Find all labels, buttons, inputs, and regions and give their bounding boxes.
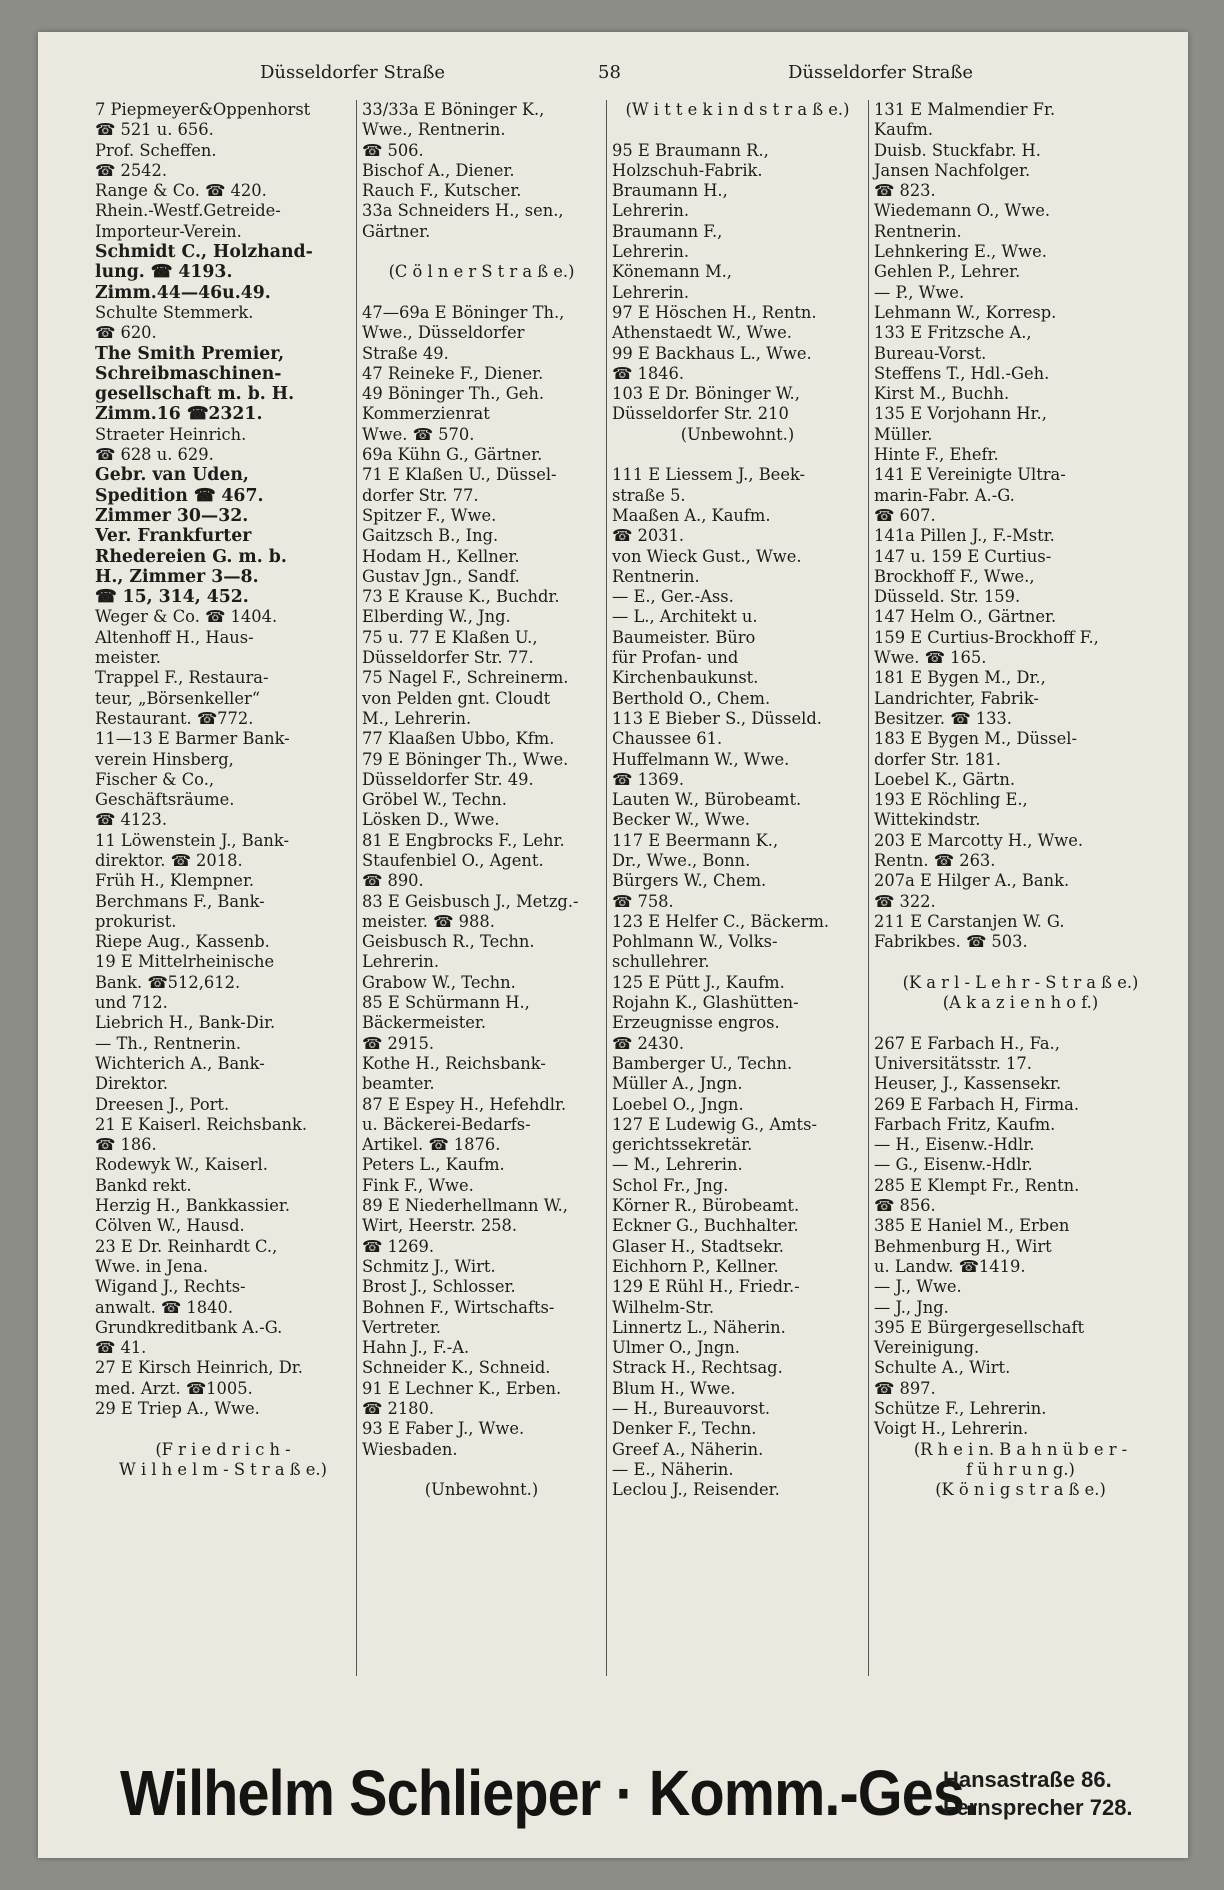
directory-entry-line: Bankd rekt.	[95, 1175, 192, 1195]
directory-entry-line: Linnertz L., Näherin.	[612, 1317, 786, 1337]
directory-entry-line: ☎ 186.	[95, 1135, 157, 1155]
directory-entry-line: ☎ 15, 314, 452.	[95, 587, 249, 608]
header-street-left: Düsseldorfer Straße	[260, 62, 446, 83]
directory-entry-line: 77 Klaaßen Ubbo, Kfm.	[362, 729, 555, 749]
directory-entry-line: 89 E Niederhellmann W.,	[362, 1196, 568, 1216]
directory-entry-line	[612, 120, 863, 140]
directory-entry-line: u. Bäckerei-Bedarfs-	[362, 1114, 531, 1134]
directory-entry-line: 135 E Vorjohann Hr.,	[874, 404, 1047, 424]
directory-entry-line: Farbach Fritz, Kaufm.	[874, 1114, 1056, 1134]
directory-entry-line: Trappel F., Restaura-	[95, 668, 269, 688]
directory-entry-line: Gröbel W., Techn.	[362, 790, 507, 810]
directory-entry-line: 27 E Kirsch Heinrich, Dr.	[95, 1358, 303, 1378]
directory-entry-line: ☎ 2915.	[362, 1033, 435, 1053]
directory-entry-line: Fabrikbes. ☎ 503.	[874, 932, 1028, 952]
directory-entry-line: Erzeugnisse engros.	[612, 1013, 780, 1033]
directory-entry-line: Braumann F.,	[612, 221, 723, 241]
directory-entry-line: Lauten W., Bürobeamt.	[612, 790, 802, 810]
advertiser-address	[943, 1766, 1133, 1822]
directory-entry-line: straße 5.	[612, 485, 686, 505]
directory-entry-line: Rhein.-Westf.Getreide-	[95, 201, 281, 221]
directory-entry-line: Heuser, J., Kassensekr.	[874, 1074, 1062, 1094]
directory-entry-line: 73 E Krause K., Buchdr.	[362, 587, 560, 607]
directory-entry-line: H., Zimmer 3—8.	[95, 566, 259, 587]
directory-entry-line: Könemann M.,	[612, 262, 732, 282]
directory-entry-line: Düsseldorfer Str. 49.	[362, 769, 534, 789]
directory-entry-line	[362, 1460, 601, 1480]
directory-entry-line: Ver. Frankfurter	[95, 526, 252, 547]
directory-entry-line: ☎ 1269.	[362, 1236, 435, 1256]
directory-entry-line: 33/33a E Böninger K.,	[362, 100, 545, 119]
directory-entry-line: Landrichter, Fabrik-	[874, 688, 1039, 708]
directory-entry-line: 207a E Hilger A., Bank.	[874, 871, 1070, 891]
directory-entry-line: Blum H., Wwe.	[612, 1378, 736, 1398]
directory-entry-line: ☎ 897.	[874, 1378, 936, 1398]
directory-entry-line: — E., Näherin.	[612, 1459, 734, 1479]
directory-entry-line: Früh H., Klempner.	[95, 871, 255, 891]
directory-entry-line: 125 E Pütt J., Kaufm.	[612, 972, 785, 992]
directory-entry-line: Herzig H., Bankkassier.	[95, 1196, 291, 1216]
directory-entry-line: Huffelmann W., Wwe.	[612, 749, 790, 769]
directory-entry-line: Schulte A., Wirt.	[874, 1358, 1011, 1378]
directory-entry-line: Kirst M., Buchh.	[874, 384, 1010, 404]
directory-entry-line: ☎ 620.	[95, 323, 157, 343]
directory-entry-line: für Profan- und	[612, 648, 739, 668]
directory-entry-line: 103 E Dr. Böninger W.,	[612, 384, 800, 404]
directory-entry-line: von Wieck Gust., Wwe.	[612, 546, 802, 566]
directory-entry-line: Lösken D., Wwe.	[362, 810, 500, 830]
directory-entry-line: 93 E Faber J., Wwe.	[362, 1419, 525, 1439]
directory-entry-line: 21 E Kaiserl. Reichsbank.	[95, 1114, 308, 1134]
directory-entry-line: Importeur-Verein.	[95, 221, 242, 241]
directory-entry-line: Brockhoff F., Wwe.,	[874, 566, 1035, 586]
directory-entry-line: Wichterich A., Bank-	[95, 1053, 265, 1073]
directory-entry-line: Bischof A., Diener.	[362, 160, 515, 180]
directory-entry-line: Greef A., Näherin.	[612, 1439, 764, 1459]
directory-entry-line: Prof. Scheffen.	[95, 140, 217, 160]
directory-entry-line: Loebel K., Gärtn.	[874, 769, 1016, 789]
directory-entry-line: Berthold O., Chem.	[612, 688, 771, 708]
directory-entry-line: 111 E Liessem J., Beek-	[612, 465, 806, 485]
directory-entry-line: Spedition ☎ 467.	[95, 485, 264, 506]
directory-entry-line: Holzschuh-Fabrik.	[612, 160, 763, 180]
directory-entry-line: lung. ☎ 4193.	[95, 262, 233, 283]
directory-entry-line: Staufenbiel O., Agent.	[362, 850, 544, 870]
directory-entry-line: Strack H., Rechtsag.	[612, 1358, 783, 1378]
directory-entry-line: Steffens T., Hdl.-Geh.	[874, 363, 1050, 383]
directory-entry-line: The Smith Premier,	[95, 343, 285, 364]
directory-entry-line: ☎ 506.	[362, 140, 424, 160]
directory-entry-line: Hodam H., Kellner.	[362, 546, 520, 566]
directory-entry-line: 11 Löwenstein J., Bank-	[95, 830, 289, 850]
street-heading: f ü h r u n g.)	[966, 1459, 1075, 1479]
directory-entry-line: u. Landw. ☎1419.	[874, 1256, 1026, 1276]
directory-entry-line: Lehmann W., Korresp.	[874, 302, 1057, 322]
directory-entry-line: Kirchenbaukunst.	[612, 668, 759, 688]
directory-entry-line: Schulte Stemmerk.	[95, 302, 254, 322]
directory-entry-line: ☎ 4123.	[95, 810, 168, 830]
directory-entry-line: Düsseldorfer Str. 210	[612, 404, 789, 424]
directory-column-2	[356, 100, 606, 1676]
directory-entry-line: 95 E Braumann R.,	[612, 140, 769, 160]
directory-entry-line: Zimm.16 ☎2321.	[95, 404, 263, 425]
directory-entry-line: Hahn J., F.-A.	[362, 1338, 470, 1358]
directory-entry-line: Grundkreditbank A.-G.	[95, 1317, 283, 1337]
directory-entry-line: 71 E Klaßen U., Düssel-	[362, 465, 557, 485]
directory-entry-line: — L., Architekt u.	[612, 607, 758, 627]
directory-entry-line: Grabow W., Techn.	[362, 972, 516, 992]
directory-entry-line: Duisb. Stuckfabr. H.	[874, 140, 1041, 160]
directory-entry-line: Schütze F., Lehrerin.	[874, 1399, 1047, 1418]
directory-entry-line: Zimm.44—46u.49.	[95, 282, 271, 303]
directory-entry-line: 97 E Höschen H., Rentn.	[612, 302, 817, 322]
directory-entry-line: 385 E Haniel M., Erben	[874, 1216, 1070, 1236]
directory-entry-line: ☎ 628 u. 629.	[95, 445, 214, 465]
directory-page	[38, 32, 1188, 1858]
street-heading: (A k a z i e n h o f.)	[942, 993, 1099, 1013]
directory-entry-line: 75 u. 77 E Klaßen U.,	[362, 627, 538, 647]
directory-entry-line	[362, 283, 601, 303]
directory-entry-line: 47—69a E Böninger Th.,	[362, 302, 565, 322]
directory-entry-line: 85 E Schürmann H.,	[362, 993, 530, 1013]
street-heading: (K a r l - L e h r - S t r a ß e.)	[902, 972, 1139, 992]
directory-entry-line: 75 Nagel F., Schreinerm.	[362, 668, 569, 688]
directory-entry-line: Wwe., Rentnerin.	[362, 120, 506, 140]
directory-entry-line: 33a Schneiders H., sen.,	[362, 201, 564, 221]
directory-entry-line: Wwe. in Jena.	[95, 1256, 209, 1276]
directory-entry-line: — J., Jng.	[874, 1297, 949, 1317]
directory-entry-line: 7 Piepmeyer&Oppenhorst	[95, 100, 311, 119]
directory-entry-line: Rodewyk W., Kaiserl.	[95, 1155, 268, 1175]
street-heading: (F r i e d r i c h -	[155, 1439, 291, 1459]
directory-entry-line: Loebel O., Jngn.	[612, 1094, 744, 1114]
directory-entry-line: Hinte F., Ehefr.	[874, 445, 999, 465]
directory-entry-line: 29 E Triep A., Wwe.	[95, 1399, 260, 1418]
directory-entry-line: Chaussee 61.	[612, 729, 723, 749]
directory-entry-line: ☎ 1369.	[612, 769, 685, 789]
directory-entry-line: 285 E Klempt Fr., Rentn.	[874, 1175, 1080, 1195]
street-heading: (R h e i n. B a h n ü b e r -	[913, 1439, 1128, 1459]
directory-columns	[90, 100, 1172, 1676]
directory-entry-line: von Pelden gnt. Cloudt	[362, 688, 551, 708]
directory-entry-line: Lehrerin.	[612, 201, 690, 221]
directory-entry-line: M., Lehrerin.	[362, 708, 472, 728]
directory-entry-line: Rhedereien G. m. b.	[95, 546, 287, 567]
directory-entry-line: Braumann H.,	[612, 181, 728, 201]
directory-entry-line	[95, 1419, 351, 1439]
directory-entry-line: — E., Ger.-Ass.	[612, 587, 734, 607]
directory-entry-line: 147 u. 159 E Curtius-	[874, 546, 1052, 566]
directory-entry-line: Jansen Nachfolger.	[874, 160, 1031, 180]
directory-column-3	[606, 100, 868, 1676]
directory-entry-line: 267 E Farbach H., Fa.,	[874, 1033, 1060, 1053]
directory-entry-line: Schmitz J., Wirt.	[362, 1256, 496, 1276]
directory-entry-line: Direktor.	[95, 1074, 169, 1094]
directory-entry-line: 211 E Carstanjen W. G.	[874, 911, 1065, 931]
directory-entry-line: Fink F., Wwe.	[362, 1175, 474, 1195]
directory-entry-line: Weger & Co. ☎ 1404.	[95, 607, 278, 627]
directory-entry-line: dorfer Str. 181.	[874, 749, 1001, 769]
directory-entry-line: Kothe H., Reichsbank-	[362, 1053, 546, 1073]
directory-entry-line: Bamberger U., Techn.	[612, 1053, 793, 1073]
directory-entry-line: Altenhoff H., Haus-	[95, 627, 254, 647]
directory-entry-line: 91 E Lechner K., Erben.	[362, 1378, 562, 1398]
directory-entry-line: 183 E Bygen M., Düssel-	[874, 729, 1077, 749]
directory-entry-line: Elberding W., Jng.	[362, 607, 511, 627]
directory-entry-line: Denker F., Techn.	[612, 1419, 757, 1439]
directory-entry-line: 83 E Geisbusch J., Metzg.-	[362, 891, 579, 911]
directory-entry-line: 133 E Fritzsche A.,	[874, 323, 1032, 343]
directory-entry-line: Kommerzienrat	[362, 404, 490, 424]
directory-entry-line: Wwe. ☎ 570.	[362, 424, 475, 444]
directory-entry-line: Bäckermeister.	[362, 1013, 487, 1033]
directory-entry-line: Müller A., Jngn.	[612, 1074, 743, 1094]
page-header	[38, 62, 1188, 92]
directory-entry-line: meister.	[95, 648, 161, 668]
directory-entry-line: Schreibmaschinen-	[95, 363, 282, 384]
directory-entry-line: 147 Helm O., Gärtner.	[874, 607, 1057, 627]
street-heading: (C ö l n e r S t r a ß e.)	[388, 262, 575, 282]
directory-entry-line: Rojahn K., Glashütten-	[612, 993, 799, 1013]
directory-entry-line: prokurist.	[95, 911, 177, 931]
directory-entry-line: Rentnerin.	[874, 221, 962, 241]
directory-entry-line: Voigt H., Lehrerin.	[874, 1419, 1029, 1439]
directory-entry-line: 69a Kühn G., Gärtner.	[362, 445, 543, 465]
directory-entry-line: Kaufm.	[874, 120, 933, 140]
advertiser-phone: Fernsprecher 728.	[943, 1795, 1133, 1820]
directory-entry-line: Wwe. ☎ 165.	[874, 648, 987, 668]
directory-entry-line: teur, „Börsenkeller“	[95, 688, 261, 708]
directory-entry-line: meister. ☎ 988.	[362, 911, 495, 931]
directory-entry-line: 19 E Mittelrheinische	[95, 952, 275, 972]
directory-entry-line: anwalt. ☎ 1840.	[95, 1297, 234, 1317]
street-heading: (Unbewohnt.)	[680, 424, 795, 444]
directory-entry-line: Bohnen F., Wirtschafts-	[362, 1297, 555, 1317]
street-heading: (W i t t e k i n d s t r a ß e.)	[625, 100, 850, 119]
directory-entry-line: ☎ 2430.	[612, 1033, 685, 1053]
directory-entry-line: Universitätsstr. 17.	[874, 1053, 1032, 1073]
advertisement-footer	[38, 1752, 1188, 1852]
directory-entry-line: Rauch F., Kutscher.	[362, 181, 522, 201]
directory-entry-line: Fischer & Co.,	[95, 769, 215, 789]
directory-entry-line	[362, 242, 601, 262]
directory-entry-line: 123 E Helfer C., Bäckerm.	[612, 911, 830, 931]
directory-entry-line: ☎ 856.	[874, 1196, 936, 1216]
directory-entry-line: Gärtner.	[362, 221, 431, 241]
directory-entry-line: Brost J., Schlosser.	[362, 1277, 516, 1297]
directory-entry-line: Athenstaedt W., Wwe.	[612, 323, 792, 343]
directory-entry-line: ☎ 2180.	[362, 1399, 435, 1418]
directory-entry-line: schullehrer.	[612, 952, 710, 972]
directory-entry-line: Gustav Jgn., Sandf.	[362, 566, 520, 586]
directory-entry-line: Körner R., Bürobeamt.	[612, 1196, 800, 1216]
street-heading: W i l h e l m - S t r a ß e.)	[119, 1459, 327, 1479]
directory-entry-line: ☎ 2542.	[95, 160, 168, 180]
directory-entry-line: Wittekindstr.	[874, 810, 981, 830]
directory-entry-line: med. Arzt. ☎1005.	[95, 1378, 253, 1398]
directory-entry-line: Wiesbaden.	[362, 1439, 458, 1459]
directory-entry-line: 47 Reineke F., Diener.	[362, 363, 544, 383]
directory-entry-line: Wwe., Düsseldorfer	[362, 323, 525, 343]
directory-entry-line: Wilhelm-Str.	[612, 1297, 714, 1317]
directory-entry-line: Leclou J., Reisender.	[612, 1480, 780, 1500]
directory-entry-line: Riepe Aug., Kassenb.	[95, 932, 270, 952]
directory-entry-line: 81 E Engbrocks F., Lehr.	[362, 830, 565, 850]
advertiser-name: Wilhelm Schlieper · Komm.-Ges.	[120, 1757, 980, 1829]
header-street-right: Düsseldorfer Straße	[788, 62, 974, 83]
directory-entry-line: Artikel. ☎ 1876.	[362, 1135, 501, 1155]
directory-entry-line: Wirt, Heerstr. 258.	[362, 1216, 518, 1236]
directory-entry-line: Geschäftsräume.	[95, 790, 235, 810]
directory-entry-line: Rentn. ☎ 263.	[874, 850, 996, 870]
directory-entry-line	[874, 952, 1167, 972]
directory-entry-line: 141a Pillen J., F.-Mstr.	[874, 526, 1055, 546]
directory-entry-line: 181 E Bygen M., Dr.,	[874, 668, 1046, 688]
directory-entry-line: Müller.	[874, 424, 933, 444]
directory-entry-line: 141 E Vereinigte Ultra-	[874, 465, 1066, 485]
street-heading: (K ö n i g s t r a ß e.)	[935, 1480, 1106, 1500]
directory-entry-line: Besitzer. ☎ 133.	[874, 708, 1012, 728]
directory-entry-line: Spitzer F., Wwe.	[362, 505, 497, 525]
directory-entry-line: ☎ 521 u. 656.	[95, 120, 214, 140]
directory-entry-line: 23 E Dr. Reinhardt C.,	[95, 1236, 278, 1256]
directory-entry-line: 131 E Malmendier Fr.	[874, 100, 1056, 119]
directory-entry-line: Rentnerin.	[612, 566, 700, 586]
directory-entry-line: ☎ 890.	[362, 871, 424, 891]
directory-entry-line: Lehrerin.	[612, 242, 690, 262]
directory-entry-line: Gaitzsch B., Ing.	[362, 526, 499, 546]
directory-entry-line: 203 E Marcotty H., Wwe.	[874, 830, 1084, 850]
directory-entry-line: 99 E Backhaus L., Wwe.	[612, 343, 812, 363]
directory-entry-line: Cölven W., Hausd.	[95, 1216, 245, 1236]
directory-entry-line: Baumeister. Büro	[612, 627, 756, 647]
directory-entry-line: Bürgers W., Chem.	[612, 871, 767, 891]
advertiser-street: Hansastraße 86.	[943, 1767, 1112, 1792]
directory-entry-line: Wiedemann O., Wwe.	[874, 201, 1051, 221]
directory-entry-line: 193 E Röchling E.,	[874, 790, 1028, 810]
directory-entry-line: Schol Fr., Jng.	[612, 1175, 729, 1195]
directory-entry-line: Gehlen P., Lehrer.	[874, 262, 1021, 282]
directory-entry-line: Straeter Heinrich.	[95, 424, 247, 444]
directory-entry-line: Pohlmann W., Volks-	[612, 932, 778, 952]
directory-entry-line: 159 E Curtius-Brockhoff F.,	[874, 627, 1099, 647]
directory-entry-line: Behmenburg H., Wirt	[874, 1236, 1052, 1256]
directory-entry-line: 49 Böninger Th., Geh.	[362, 384, 545, 404]
directory-entry-line: 117 E Beermann K.,	[612, 830, 779, 850]
directory-entry-line: Ulmer O., Jngn.	[612, 1338, 740, 1358]
directory-entry-line: Vereinigung.	[874, 1338, 980, 1358]
directory-entry-line: Düsseld. Str. 159.	[874, 587, 1021, 607]
directory-entry-line: Schneider K., Schneid.	[362, 1358, 551, 1378]
directory-entry-line: Vertreter.	[362, 1317, 441, 1337]
directory-entry-line: gerichtssekretär.	[612, 1135, 753, 1155]
directory-entry-line: verein Hinsberg,	[95, 749, 234, 769]
directory-entry-line: direktor. ☎ 2018.	[95, 850, 243, 870]
directory-entry-line: — H., Bureauvorst.	[612, 1399, 771, 1418]
directory-entry-line	[874, 1013, 1167, 1033]
directory-entry-line: Straße 49.	[362, 343, 449, 363]
directory-entry-line: und 712.	[95, 993, 168, 1013]
directory-entry-line: Lehrerin.	[362, 952, 440, 972]
directory-entry-line: Lehrerin.	[612, 282, 690, 302]
directory-entry-line: — Th., Rentnerin.	[95, 1033, 242, 1053]
directory-column-1	[90, 100, 356, 1676]
directory-entry-line: Peters L., Kaufm.	[362, 1155, 505, 1175]
directory-entry-line: — G., Eisenw.-Hdlr.	[874, 1155, 1033, 1175]
directory-entry-line: — H., Eisenw.-Hdlr.	[874, 1135, 1035, 1155]
directory-entry-line: Wigand J., Rechts-	[95, 1277, 246, 1297]
directory-entry-line: 127 E Ludewig G., Amts-	[612, 1114, 817, 1134]
directory-entry-line: ☎ 823.	[874, 181, 936, 201]
directory-entry-line: Lehnkering E., Wwe.	[874, 242, 1047, 262]
directory-entry-line: Zimmer 30—32.	[95, 505, 249, 526]
directory-entry-line: ☎ 607.	[874, 505, 936, 525]
directory-entry-line: Restaurant. ☎772.	[95, 708, 254, 728]
page-number: 58	[598, 62, 621, 83]
directory-entry-line: Liebrich H., Bank-Dir.	[95, 1013, 276, 1033]
directory-entry-line: — P., Wwe.	[874, 282, 965, 302]
directory-entry-line: dorfer Str. 77.	[362, 485, 479, 505]
directory-entry-line: Glaser H., Stadtsekr.	[612, 1236, 784, 1256]
street-heading: (Unbewohnt.)	[424, 1480, 539, 1500]
directory-entry-line	[612, 445, 863, 465]
directory-entry-line: 87 E Espey H., Hefehdlr.	[362, 1094, 567, 1114]
directory-entry-line: Dr., Wwe., Bonn.	[612, 850, 751, 870]
directory-entry-line: 11—13 E Barmer Bank-	[95, 729, 290, 749]
directory-entry-line: — J., Wwe.	[874, 1277, 962, 1297]
directory-entry-line: Schmidt C., Holzhand-	[95, 242, 313, 263]
directory-entry-line: Becker W., Wwe.	[612, 810, 751, 830]
directory-entry-line: Düsseldorfer Str. 77.	[362, 648, 534, 668]
directory-entry-line: ☎ 41.	[95, 1338, 147, 1358]
directory-entry-line: 129 E Rühl H., Friedr.-	[612, 1277, 800, 1297]
directory-entry-line: Bureau-Vorst.	[874, 343, 987, 363]
directory-entry-line: beamter.	[362, 1074, 435, 1094]
directory-entry-line: — M., Lehrerin.	[612, 1155, 743, 1175]
directory-entry-line: Range & Co. ☎ 420.	[95, 181, 267, 201]
directory-entry-line: Eckner G., Buchhalter.	[612, 1216, 799, 1236]
directory-entry-line: gesellschaft m. b. H.	[95, 384, 295, 405]
directory-entry-line: Dreesen J., Port.	[95, 1094, 230, 1114]
directory-entry-line: Berchmans F., Bank-	[95, 891, 265, 911]
directory-column-4	[868, 100, 1172, 1676]
directory-entry-line: 395 E Bürgergesellschaft	[874, 1317, 1085, 1337]
directory-entry-line: 79 E Böninger Th., Wwe.	[362, 749, 569, 769]
directory-entry-line: marin-Fabr. A.-G.	[874, 485, 1015, 505]
directory-entry-line: Geisbusch R., Techn.	[362, 932, 535, 952]
directory-entry-line: ☎ 758.	[612, 891, 674, 911]
directory-entry-line: Eichhorn P., Kellner.	[612, 1256, 779, 1276]
directory-entry-line: ☎ 2031.	[612, 526, 685, 546]
directory-entry-line: 113 E Bieber S., Düsseld.	[612, 708, 822, 728]
directory-entry-line: ☎ 1846.	[612, 363, 685, 383]
directory-entry-line: ☎ 322.	[874, 891, 936, 911]
directory-entry-line: 269 E Farbach H, Firma.	[874, 1094, 1080, 1114]
directory-entry-line: Maaßen A., Kaufm.	[612, 505, 771, 525]
directory-entry-line: Bank. ☎512,612.	[95, 972, 241, 992]
directory-entry-line: Gebr. van Uden,	[95, 465, 249, 486]
